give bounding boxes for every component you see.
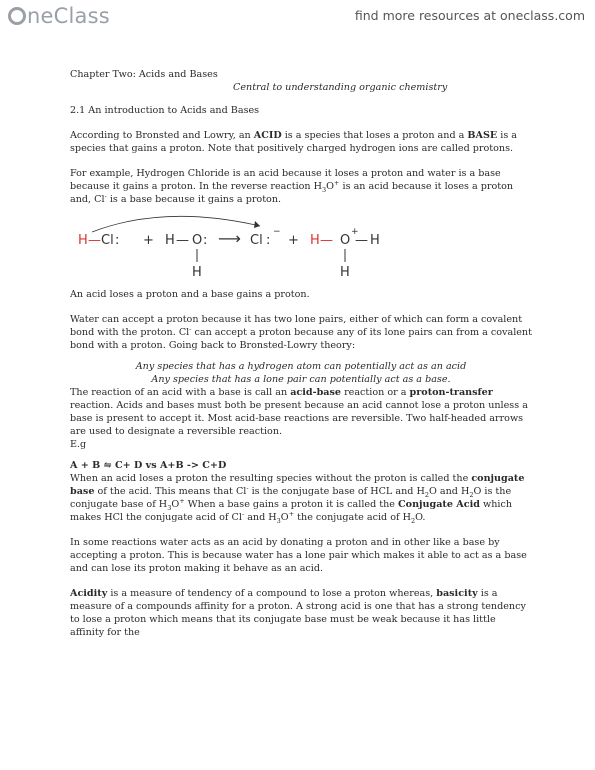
- charge: −: [273, 227, 281, 237]
- h-atom: H: [340, 265, 350, 280]
- oneclass-logo[interactable]: [8, 4, 110, 28]
- tagline-link[interactable]: find more resources at oneclass.com: [354, 8, 585, 23]
- h-atom: H: [310, 233, 320, 248]
- plus-sign: +: [143, 233, 154, 248]
- top-bar: [0, 0, 595, 34]
- paragraph-example: For example, Hydrogen Chloride is an acid because it loses a proton and water is a base because it gains a proton. In the reverse reaction $H_3O^+$ is an acid because it loses a proton and, Cl- is a base because it gains a proton.: [70, 168, 514, 205]
- lone-pair: :: [203, 233, 208, 248]
- bond: —: [355, 233, 368, 248]
- bottom-mask: [0, 754, 595, 770]
- cl-atom: Cl: [101, 233, 114, 248]
- h-atom: H: [192, 265, 202, 280]
- section-heading: 2.1 An introduction to Acids and Bases: [70, 105, 260, 116]
- h-atom: H: [78, 233, 88, 248]
- logo-text: neClass: [27, 4, 110, 28]
- paragraph-acid-base: The reaction of an acid with a base is call an acid-base reaction or a proton-transfer reaction. Acids and bases must both be present because an acid cannot lose a proton unless a base is present to accept it. Most acid-base reactions are reversible. Two half-headed arrows are used to designate a reversible reaction.: [70, 387, 528, 437]
- document-body: [70, 68, 532, 639]
- charge: +: [351, 227, 359, 237]
- equation: A + B ⇋ C+ D vs A+B -> C+D: [70, 460, 227, 471]
- bond: —: [88, 233, 101, 248]
- o-atom: O: [340, 233, 351, 248]
- paragraph-definition: According to Bronsted and Lowry, an ACID is a species that loses a proton and a BASE is a species that gains a proton. Note that positively charged hydrogen ions are called protons.: [70, 130, 518, 154]
- italic-statement-acid: Any species that has a hydrogen atom can potentially act as an acid: [135, 361, 467, 372]
- h-atom: H: [165, 233, 175, 248]
- chapter-subtitle: Central to understanding organic chemistry: [233, 82, 448, 93]
- lone-pair: :: [115, 233, 120, 248]
- chapter-title: Chapter Two: Acids and Bases: [70, 69, 218, 80]
- paragraph-water: In some reactions water acts as an acid by donating a proton and in other like a base by accepting a proton. This is because water has a lone pair which makes it able to act as a base and can lose its proton making it behave as an acid.: [70, 537, 527, 574]
- arrow-head-icon: [254, 221, 260, 228]
- plus-sign: +: [288, 233, 299, 248]
- lone-pair: :: [266, 233, 271, 248]
- bond: —: [320, 233, 333, 248]
- paragraph-acidity: Acidity is a measure of tendency of a compound to lose a proton whereas, basicity is a measure of a compounds affinity for a proton. A strong acid is one that has a strong tendency to lose a proton which means that its conjugate base must be weak because it has little affinity for the: [70, 588, 526, 638]
- o-atom: O: [192, 233, 203, 248]
- reaction-svg: [70, 212, 532, 284]
- cl-atom: Cl: [250, 233, 263, 248]
- diagram-caption: An acid loses a proton and a base gains a proton.: [70, 289, 310, 300]
- paragraph-conjugate: When an acid loses a proton the resulting species without the proton is called the conjugate base of the acid. This means that Cl- is the conjugate base of HCL and $H_2O$ and $H_2O$ is the conjugate base of $H_3O^+$ When a base gains a proton it is called the Conjugate Acid which makes HCl the conjugate acid of Cl- and $H_3O^+$ the conjugate acid of $H_2O$.: [70, 473, 525, 525]
- example-label: E.g: [70, 439, 87, 450]
- paragraph-lone-pairs: Water can accept a proton because it has two lone pairs, either of which can form a covalent bond with the proton. Cl- can accept a proton because any of its lone pairs can from a covalent bond with a proton. Going back to Bronsted-Lowry theory:: [70, 314, 532, 351]
- logo-o-icon: [8, 7, 26, 25]
- italic-statement-base: Any species that has a lone pair can potentially act as a base.: [151, 374, 451, 385]
- h-atom: H: [370, 233, 380, 248]
- reaction-arrow-icon: ⟶: [218, 229, 241, 248]
- bond: —: [176, 233, 189, 248]
- reaction-diagram: [70, 212, 532, 284]
